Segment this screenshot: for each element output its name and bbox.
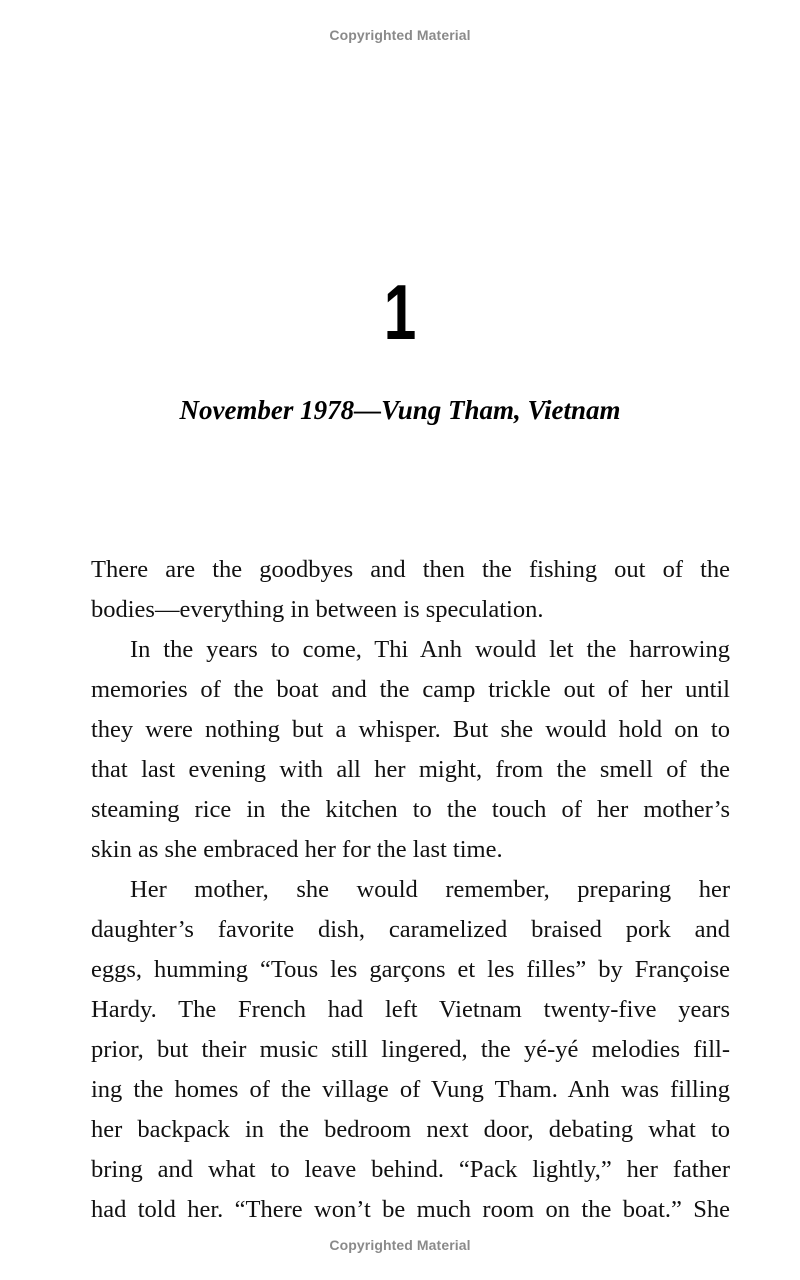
text-line: daughter’s favorite dish, caramelized braised pork and bbox=[91, 916, 730, 943]
copyright-watermark-bottom: Copyrighted Material bbox=[329, 1237, 471, 1253]
text-line: skin as she embraced her for the last time. bbox=[91, 836, 503, 863]
text-line: prior, but their music still lingered, the yé-yé melodies fill- bbox=[91, 1036, 730, 1063]
text-line: bodies—everything in between is speculation. bbox=[91, 596, 544, 623]
paragraph bbox=[91, 630, 730, 870]
chapter-subtitle: November 1978—Vung Tham, Vietnam bbox=[179, 395, 621, 425]
text-line: memories of the boat and the camp trickle out of her until bbox=[91, 676, 730, 703]
text-line: There are the goodbyes and then the fishing out of the bbox=[91, 556, 730, 583]
text-line: In the years to come, Thi Anh would let the harrowing bbox=[130, 636, 730, 663]
text-line: Her mother, she would remember, preparing her bbox=[130, 876, 730, 903]
text-line: ing the homes of the village of Vung Tham. Anh was filling bbox=[91, 1076, 730, 1103]
paragraph bbox=[91, 550, 730, 630]
chapter-body bbox=[91, 550, 730, 1230]
text-line: Hardy. The French had left Vietnam twenty-five years bbox=[91, 996, 730, 1023]
text-line: eggs, humming “Tous les garçons et les filles” by Françoise bbox=[91, 956, 730, 983]
paragraph bbox=[91, 870, 730, 1230]
text-line: that last evening with all her might, from the smell of the bbox=[91, 756, 730, 783]
text-line: they were nothing but a whisper. But she would hold on to bbox=[91, 716, 730, 743]
text-line: had told her. “There won’t be much room on the boat.” She bbox=[91, 1196, 730, 1223]
chapter-number: 1 bbox=[383, 268, 417, 356]
copyright-watermark-top: Copyrighted Material bbox=[329, 27, 471, 43]
text-line: steaming rice in the kitchen to the touch of her mother’s bbox=[91, 796, 730, 823]
text-line: bring and what to leave behind. “Pack lightly,” her father bbox=[91, 1156, 730, 1183]
text-line: her backpack in the bedroom next door, debating what to bbox=[91, 1116, 730, 1143]
